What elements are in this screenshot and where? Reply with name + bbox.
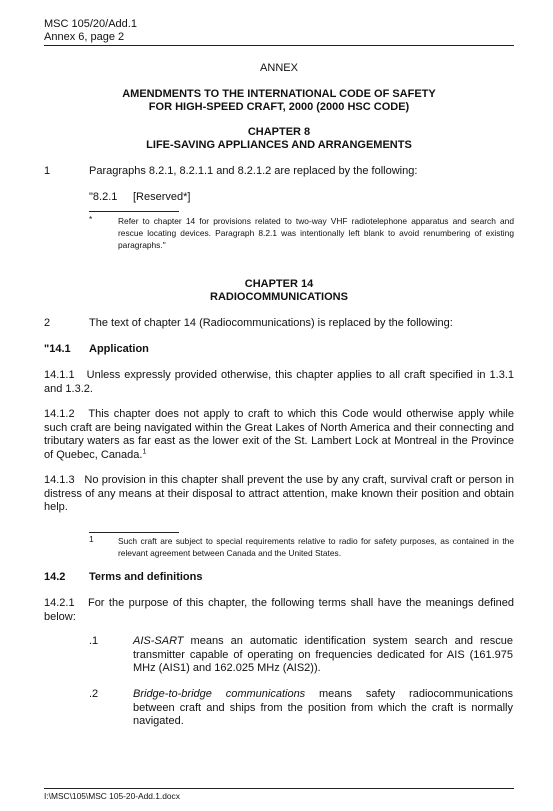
reserved-paragraph-number: "8.2.1: [89, 191, 118, 203]
chapter-14-subheading: RADIOCOMMUNICATIONS: [210, 291, 348, 303]
title-line-2: FOR HIGH-SPEED CRAFT, 2000 (2000 HSC CODE): [148, 101, 410, 113]
paragraph-text: This chapter does not apply to craft to which this Code would otherwise apply while such craft are being navigated within the Great Lakes of North America and their connecting and tributary waters as far east as the lower exit of the St. Lambert Lock at Montreal in the Province of Quebec, Canada.: [44, 408, 514, 461]
annex-label: ANNEX: [260, 62, 298, 74]
paragraph-text: No provision in this chapter shall prevent the use by any craft, survival craft or person in distress of any means at their disposal to attract attention, make known their position and obtain help.: [44, 474, 514, 513]
paragraph-14-1-1: [44, 369, 514, 396]
paragraph-number: 14.1.3: [44, 474, 75, 486]
section-14-1-title: Application: [89, 343, 149, 355]
definition-text: means an automatic identification system search and rescue transmitter capable of operating on frequencies dedicated for AIS (161.975 MHz (AIS1) and 162.025 MHz (AIS2)).: [133, 635, 513, 674]
footer-rule: [44, 788, 514, 789]
paragraph-number: 14.1.2: [44, 408, 75, 420]
section-14-1-number: "14.1: [44, 343, 71, 355]
definition-term: Bridge-to-bridge communications: [133, 688, 306, 700]
definition-2: [133, 688, 513, 729]
chapter-8-subheading: LIFE-SAVING APPLIANCES AND ARRANGEMENTS: [146, 139, 412, 151]
definition-term: AIS-SART: [133, 635, 184, 647]
footnote-1-marker: 1: [89, 534, 94, 544]
footnote-rule: [89, 532, 179, 533]
footer-file-path: I:\MSC\105\MSC 105-20-Add.1.docx: [44, 791, 180, 801]
item-1-number: 1: [44, 165, 51, 177]
section-14-2-title: Terms and definitions: [89, 571, 203, 583]
item-2-number: 2: [44, 317, 51, 329]
chapter-8-heading: CHAPTER 8: [247, 126, 311, 138]
definition-1: [133, 635, 513, 676]
footnote-star-text: Refer to chapter 14 for provisions related to two-way VHF radiotelephone apparatus and search and rescue locating devices. Paragraph 8.2.1 was intentionally left blank to avoid renumbering of existing paragraphs.": [118, 216, 514, 250]
chapter-14-heading: CHAPTER 14: [244, 278, 314, 290]
definition-1-number: .1: [89, 635, 99, 647]
paragraph-14-2-1: [44, 597, 514, 624]
paragraph-text: Unless expressly provided otherwise, this chapter applies to all craft specified in 1.3.1 and 1.3.2.: [44, 369, 514, 395]
footnote-star-marker: *: [89, 214, 93, 224]
header-rule: [44, 45, 514, 46]
item-1-text: Paragraphs 8.2.1, 8.2.1.1 and 8.2.1.2 are replaced by the following:: [89, 165, 418, 177]
title-line-1: AMENDMENTS TO THE INTERNATIONAL CODE OF SAFETY: [122, 88, 436, 100]
paragraph-14-1-3: [44, 474, 514, 515]
paragraph-number: 14.2.1: [44, 597, 75, 609]
section-14-2-number: 14.2: [44, 571, 66, 583]
definition-text: means safety radiocommunications between craft and ships from the position from which the craft is normally navigated.: [133, 688, 513, 727]
item-2-text: The text of chapter 14 (Radiocommunications) is replaced by the following:: [89, 317, 453, 329]
paragraph-text: For the purpose of this chapter, the following terms shall have the meanings defined below:: [44, 597, 514, 623]
paragraph-number: 14.1.1: [44, 369, 75, 381]
doc-number: MSC 105/20/Add.1: [44, 18, 137, 30]
page-reference: Annex 6, page 2: [44, 31, 125, 43]
paragraph-14-1-2: [44, 408, 514, 462]
footnote-reference: 1: [142, 447, 147, 455]
definition-2-number: .2: [89, 688, 99, 700]
footnote-rule: [89, 211, 179, 212]
footnote-1-text: Such craft are subject to special requirements relative to radio for safety purposes, as contained in the relevant agreement between Canada and the United States.: [118, 536, 514, 558]
reserved-paragraph-text: [Reserved*]: [133, 191, 191, 203]
